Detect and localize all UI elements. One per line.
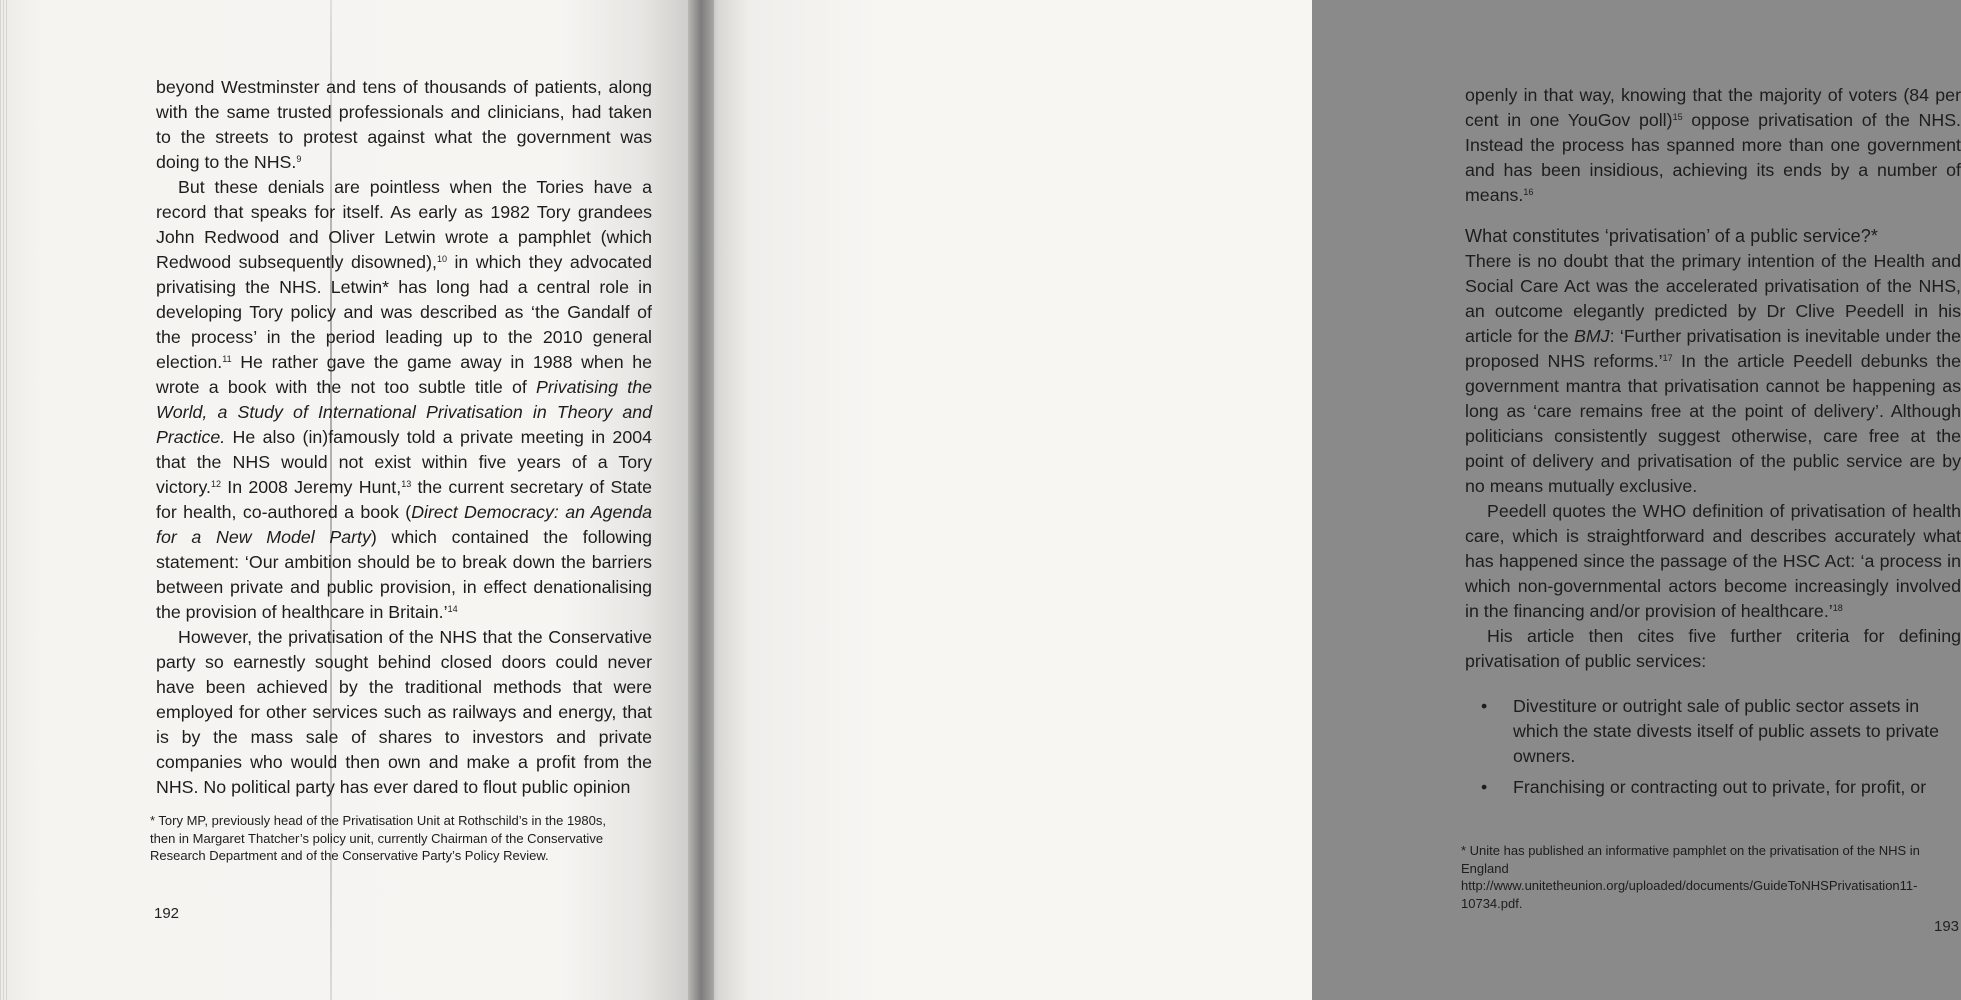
footnote-reference: 12 [211,479,222,489]
paragraph-text: ) which contained the following statement: ‘Our ambition should be to break down the barriers between private and public provision, in effect denationalising the provision of healthcare in Britain.’ [156,527,653,622]
paragraph-text: He rather gave the game away in 1988 when he wrote a book with the not too subtle title of [156,352,652,397]
page-edge-stack [0,0,8,1000]
footnote-reference: 17 [1662,353,1673,363]
footnote-reference: 13 [401,479,412,489]
paragraph-text: oppose privatisation of the NHS. Instead the process has spanned more than one government and has been insidious, achieving its ends by a number of means. [1465,110,1961,205]
footnote-reference: 14 [447,604,458,614]
book-gutter [688,0,714,1000]
paragraph [1465,624,1961,674]
footnote-reference: 16 [1523,187,1534,197]
paragraph-text: However, the privatisation of the NHS that the Conservative party so earnestly sought behind closed doors could never have been achieved by the traditional methods that were employed for other services such as railways and energy, that is by the mass sale of shares to investors and private companies who would then own and make a profit from the NHS. No political party has ever dared to flout public opinion [156,627,652,797]
left-page-number: 192 [154,905,180,922]
right-page [700,0,1961,1000]
italic-title: Privatising the World, a Study of International Privatisation in Theory and Practice. [156,377,652,447]
paragraph-text: the current secretary of State for health, co-authored a book ( [156,477,652,522]
bullet-icon: • [1481,777,1488,797]
italic-title: Direct Democracy: an Agenda for a New Model Party [156,502,653,547]
left-page-body [156,75,652,800]
paragraph-text: openly in that way, knowing that the majority of voters (84 per cent in one YouGov poll) [1465,85,1961,130]
footnote-reference: 15 [1672,112,1683,122]
footnote-reference: 10 [436,254,447,264]
paragraph-text: There is no doubt that the primary intention of the Health and Social Care Act was the accelerated privatisation of the NHS, an outcome elegantly predicted by Dr Clive Peedell in his article for the [1465,251,1961,346]
right-page-number: 193 [1934,918,1960,935]
italic-title: BMJ [1574,326,1610,346]
paragraph [1465,83,1961,208]
paragraph [1465,499,1961,624]
left-page [0,0,700,1000]
paragraph-text: But these denials are pointless when the Tories have a record that speaks for itself. As early as 1982 Tory grandees John Redwood and Oliver Letwin wrote a pamphlet (which Redwood subsequently disowned), [156,177,652,272]
paragraph-text: In 2008 Jeremy Hunt, [221,477,402,497]
footnote-reference: 11 [222,354,232,364]
paragraph [156,625,652,800]
paragraph-text: His article then cites five further criteria for defining privatisation of public services: [1465,626,1961,671]
paragraph [1465,249,1961,499]
right-page-body [1465,83,1961,800]
footnote-reference: 9 [296,154,302,164]
footnote-reference: 18 [1832,603,1843,613]
paragraph-text: He also (in)famously told a private meeting in 2004 that the NHS would not exist within five years of a Tory victory. [156,427,652,497]
paragraph-text: : ‘Further privatisation is inevitable under the proposed NHS reforms.’ [1465,326,1961,371]
bullet-icon: • [1481,696,1488,716]
paragraph-text: beyond Westminster and tens of thousands of patients, along with the same trusted professionals and clinicians, had taken to the streets to protest against what the government was doing to the NHS. [156,77,652,172]
criteria-text: Divestiture or outright sale of public sector assets in which the state divests itself of public assets to private owners. [1513,696,1939,766]
criteria-list-item [1465,775,1961,800]
right-footnote: * Unite has published an informative pamphlet on the privatisation of the NHS in England http://www.unitetheunion.org/uploaded/documents/GuideToNHSPrivatisation11-10734.pdf. [1461,843,1920,911]
paragraph-text: In the article Peedell debunks the government mantra that privatisation cannot be happening as long as ‘care remains free at the point of delivery’. Although politicians consistently suggest otherwise, care free at the point of delivery and privatisation of the public service are by no means mutually exclusive. [1465,351,1961,496]
paragraph-text: Peedell quotes the WHO definition of privatisation of health care, which is straightforward and describes accurately what has happened since the passage of the HSC Act: ‘a process in which non-governmental actors become increasingly involved in the financing and/or provision of healthcare.’ [1465,501,1961,621]
right-body-paragraphs [1465,249,1961,674]
criteria-list-item [1465,694,1961,769]
criteria-list [1465,694,1961,800]
criteria-text: Franchising or contracting out to private, for profit, or [1513,777,1927,797]
section-heading: What constitutes ‘privatisation’ of a public service?* [1465,226,1878,246]
paragraph-text: in which they advocated privatising the NHS. Letwin* has long had a central role in developing Tory policy and was described as ‘the Gandalf of the process’ in the period leading up to the 2010 general election. [156,252,652,372]
right-intro-paragraphs [1465,83,1961,208]
paragraph [156,75,652,175]
left-footnote: * Tory MP, previously head of the Privatisation Unit at Rothschild’s in the 1980s, then in Margaret Thatcher’s policy unit, currently Chairman of the Conservative Research Department and of the Conservative Party’s Policy Review. [150,813,606,863]
paragraph [156,175,652,625]
